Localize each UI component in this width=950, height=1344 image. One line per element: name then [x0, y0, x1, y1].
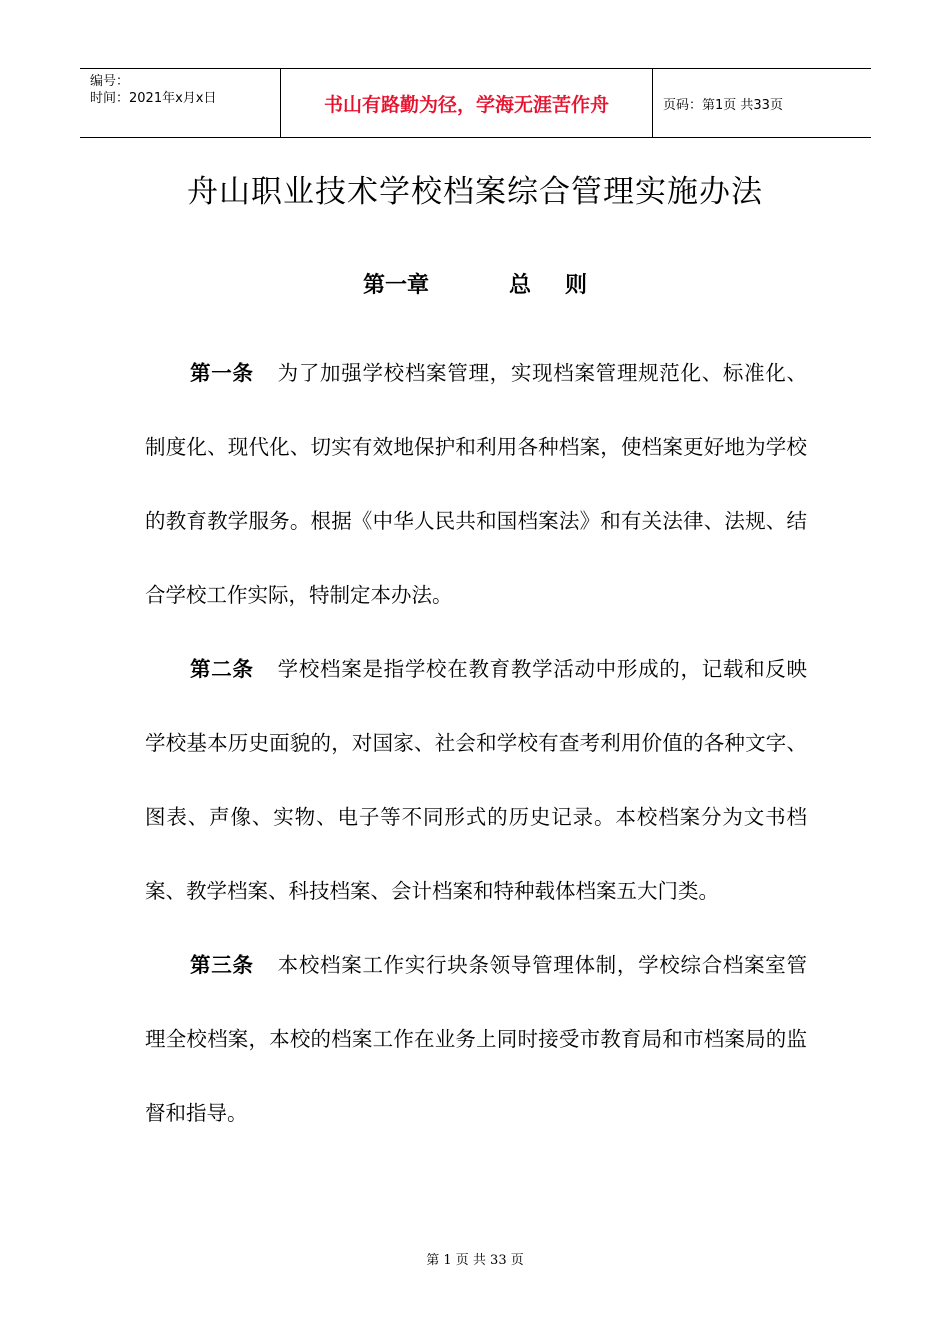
chapter-title-b: 则	[565, 273, 588, 298]
article-label: 第三条	[190, 953, 254, 977]
article-label: 第二条	[190, 657, 254, 681]
article-1	[145, 336, 807, 632]
page-footer: 第 1 页 共 33 页	[426, 1253, 524, 1268]
article-text: 本校档案工作实行块条领导管理体制，学校综合档案室管理全校档案，本校的档案工作在业务上同时接受市教育局和市档案局的监督和指导。	[145, 953, 808, 1125]
number-label: 编号：	[90, 74, 130, 89]
date-label: 时间：2021年x月x日	[90, 91, 217, 106]
article-text: 为了加强学校档案管理，实现档案管理规范化、标准化、制度化、现代化、切实有效地保护和利用各种档案，使档案更好地为学校的教育教学服务。根据《中华人民共和国档案法》和有关法律、法规、结合学校工作实际，特制定本办法。	[145, 361, 808, 607]
page-header	[80, 68, 871, 138]
article-label: 第一条	[190, 361, 254, 385]
document-body	[145, 336, 807, 1150]
article-2	[145, 632, 807, 928]
header-motto: 书山有路勤为径，学海无涯苦作舟	[281, 69, 653, 137]
document-title: 舟山职业技术学校档案综合管理实施办法	[187, 174, 763, 210]
header-meta	[80, 69, 281, 137]
article-text: 学校档案是指学校在教育教学活动中形成的，记载和反映学校基本历史面貌的，对国家、社会和学校有查考利用价值的各种文字、图表、声像、实物、电子等不同形式的历史记录。本校档案分为文书档案、教学档案、科技档案、会计档案和特种载体档案五大门类。	[145, 657, 808, 903]
chapter-title-a: 总	[508, 273, 531, 298]
chapter-label: 第一章	[362, 273, 429, 298]
header-page-label: 页码：第1页 共33页	[663, 97, 783, 113]
article-3	[145, 928, 807, 1150]
chapter-heading	[0, 268, 950, 299]
